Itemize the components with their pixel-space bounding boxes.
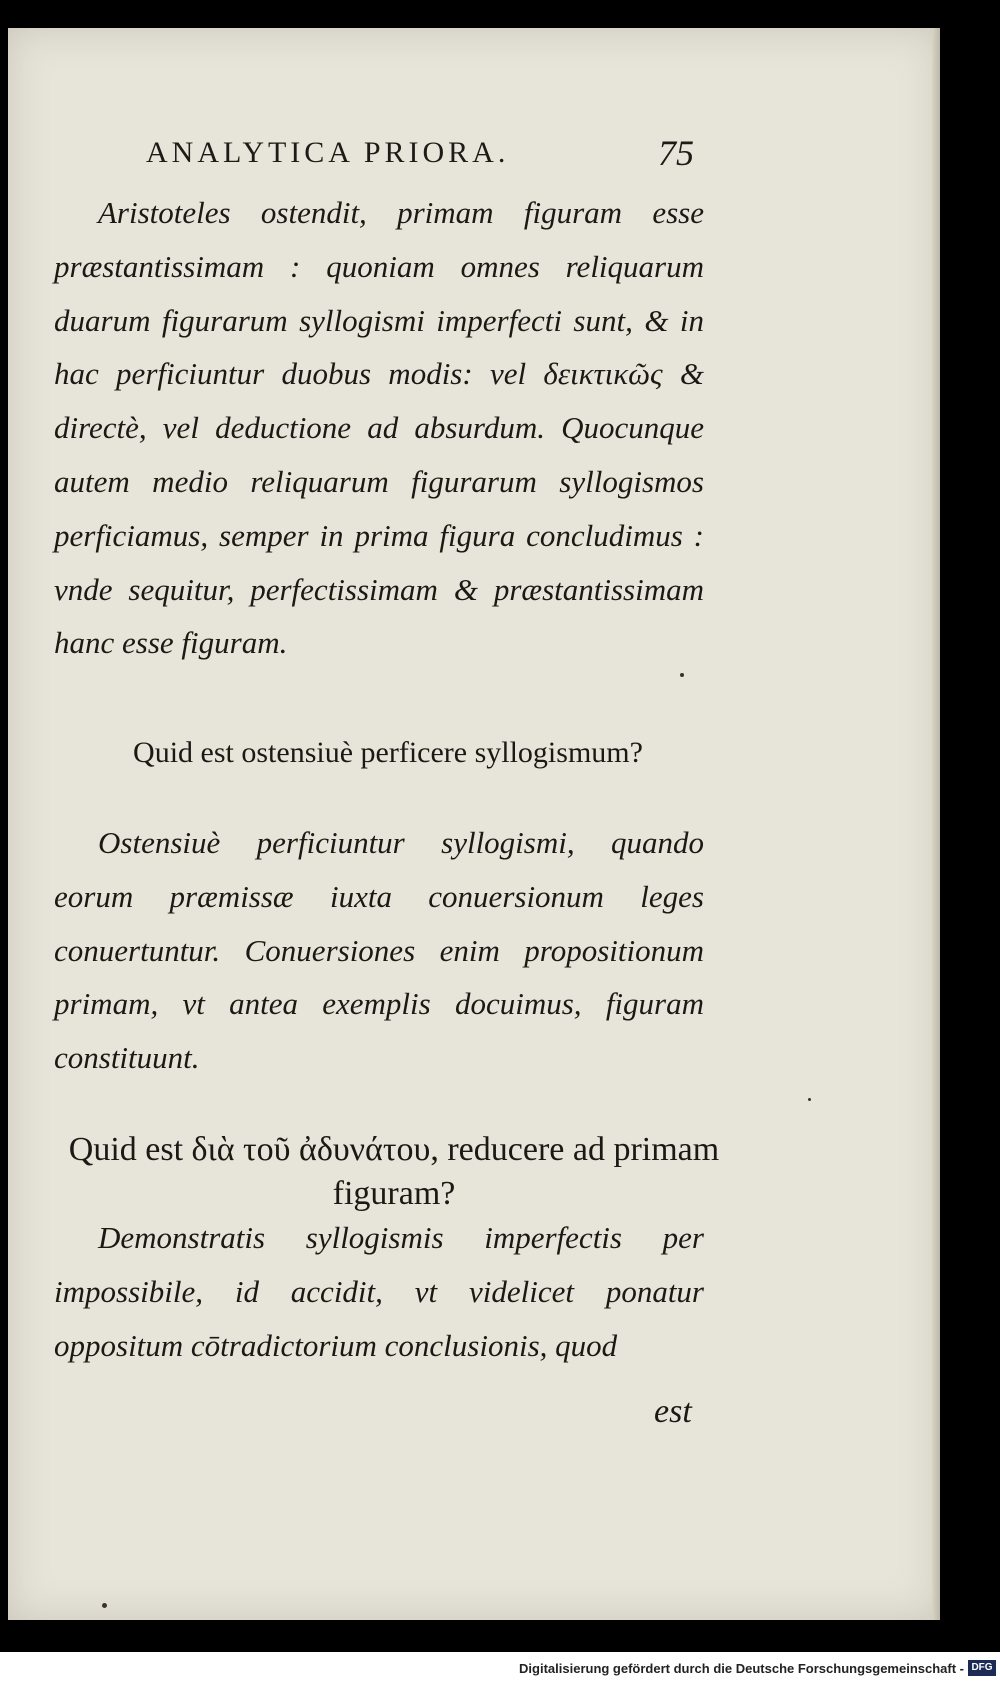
question-heading-1: Quid est ostensiuè perficere syllogismum? — [133, 736, 643, 769]
page-number: 75 — [658, 133, 694, 173]
footer-credit: Digitalisierung gefördert durch die Deutsche Forschungsgemeinschaft - — [519, 1661, 964, 1676]
book-page — [8, 28, 940, 1620]
paper-speck — [102, 1603, 107, 1608]
paragraph-1: Aristoteles ostendit, primam figuram esse præstantissimam : quoniam omnes reliquarum duarum figurarum syllogismi imperfecti sunt, & in hac perficiuntur duobus modis: vel δεικτικῶς & directè, vel deductione ad absurdum. Quocunque autem medio reliquarum figurarum syllogismos perficiamus, semper in prima figura concludimus : vnde sequitur, perfectissimam & præstantissimam hanc esse figuram. — [54, 195, 704, 661]
paper-speck — [680, 673, 684, 677]
page-edge — [932, 28, 940, 1620]
paragraph-2: Ostensiuè perficiuntur syllogismi, quando eorum præmissæ iuxta conuersionum leges conuertuntur. Conuersiones enim propositionum primam, vt antea exemplis docuimus, figuram constituunt. — [54, 825, 704, 1076]
catchword: est — [654, 1393, 692, 1430]
paper-speck — [808, 1098, 811, 1101]
question-heading-2: Quid est διὰ τοῦ ἀδυνάτου, reducere ad primam figuram? — [68, 1131, 720, 1212]
dfg-logo-icon: DFG — [968, 1660, 996, 1676]
paragraph-3: Demonstratis syllogismis imperfectis per impossibile, id accidit, vt videlicet ponatur oppositum cōtradictorium conclusionis, quod — [54, 1220, 704, 1363]
running-head: ANALYTICA PRIORA. — [146, 136, 510, 169]
